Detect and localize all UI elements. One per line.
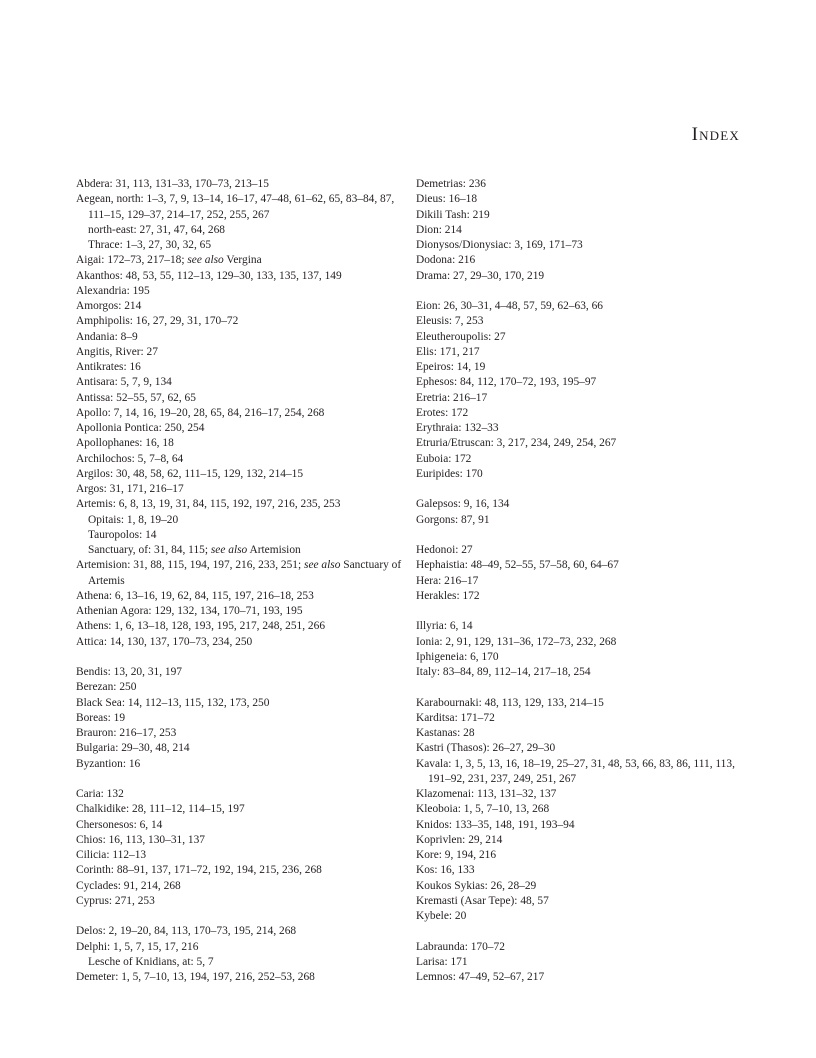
entry-text: Argilos: 30, 48, 58, 62, 111–15, 129, 132, 214–15	[76, 467, 304, 480]
index-entry	[416, 360, 742, 375]
index-entry	[76, 360, 406, 375]
entry-text: Euboia: 172	[416, 452, 472, 465]
entry-text: Apollo: 7, 14, 16, 19–20, 28, 65, 84, 216–17, 254, 268	[76, 406, 325, 419]
index-entry	[416, 833, 742, 848]
see-also-ref: see also	[210, 544, 248, 556]
index-entry	[76, 696, 406, 711]
entry-text: Black Sea: 14, 112–13, 115, 132, 173, 250	[76, 696, 270, 709]
entry-text: Hera: 216–17	[416, 574, 479, 587]
entry-text: Caria: 132	[76, 788, 124, 800]
entry-text: Cyclades: 91, 214, 268	[76, 879, 181, 892]
index-entry	[76, 177, 406, 192]
entry-text: Abdera: 31, 113, 131–33, 170–73, 213–15	[76, 178, 269, 190]
entry-text: Etruria/Etruscan: 3, 217, 234, 249, 254, 267	[416, 437, 617, 450]
index-entry	[416, 757, 742, 788]
entry-text: Galepsos: 9, 16, 134	[416, 498, 510, 511]
index-entry	[416, 345, 742, 360]
index-entry	[76, 421, 406, 436]
entry-text: Angitis, River: 27	[76, 345, 158, 358]
entry-text: Boreas: 19	[76, 711, 126, 724]
entry-text: Athena: 6, 13–16, 19, 62, 84, 115, 197, 216–18, 253	[76, 589, 314, 602]
entry-text: Brauron: 216–17, 253	[76, 727, 177, 739]
entry-text: Delphi: 1, 5, 7, 15, 17, 216	[76, 940, 199, 953]
entry-text: Labraunda: 170–72	[416, 940, 505, 953]
letter-group-gap	[416, 924, 742, 939]
index-entry	[76, 391, 406, 406]
index-entry	[76, 635, 406, 650]
entry-text: north-east: 27, 31, 47, 64, 268	[88, 223, 225, 236]
entry-text: Karabournaki: 48, 113, 129, 133, 214–15	[416, 696, 604, 709]
entry-text: Ionia: 2, 91, 129, 131–36, 172–73, 232, 268	[416, 635, 617, 648]
letter-group-gap	[416, 528, 742, 543]
index-entry	[416, 589, 742, 604]
index-entry	[416, 848, 742, 863]
letter-group-gap	[76, 909, 406, 924]
index-entry	[76, 497, 406, 512]
index-column-left	[76, 177, 406, 985]
index-entry	[76, 482, 406, 497]
letter-group-gap	[76, 772, 406, 787]
entry-text: Amphipolis: 16, 27, 29, 31, 170–72	[76, 315, 239, 328]
entry-text: Akanthos: 48, 53, 55, 112–13, 129–30, 133, 135, 137, 149	[76, 269, 342, 282]
index-entry	[76, 604, 406, 619]
letter-group-gap	[76, 650, 406, 665]
entry-text: Kore: 9, 194, 216	[416, 849, 497, 861]
index-entry	[416, 574, 742, 589]
entry-text: Koukos Sykias: 26, 28–29	[416, 879, 537, 892]
index-entry	[76, 970, 406, 985]
entry-text: Lesche of Knidians, at: 5, 7	[88, 955, 214, 968]
index-entry	[416, 940, 742, 955]
entry-text: Koprivlen: 29, 214	[416, 833, 503, 846]
entry-text: Andania: 8–9	[76, 330, 138, 343]
index-entry	[416, 314, 742, 329]
entry-text: Aigai: 172–73, 217–18;	[76, 254, 188, 267]
index-entry	[416, 330, 742, 345]
entry-text: Cilicia: 112–13	[76, 849, 147, 861]
index-entry	[76, 818, 406, 833]
entry-text: Hephaistia: 48–49, 52–55, 57–58, 60, 64–67	[416, 559, 619, 572]
index-entry	[76, 833, 406, 848]
index-entry	[416, 421, 742, 436]
entry-text: Chalkidike: 28, 111–12, 114–15, 197	[76, 803, 245, 816]
entry-text: Kastri (Thasos): 26–27, 29–30	[416, 742, 556, 755]
index-entry	[76, 436, 406, 451]
entry-text: Euripides: 170	[416, 467, 483, 480]
index-entry	[416, 375, 742, 390]
index-entry	[76, 680, 406, 695]
index-entry	[416, 436, 742, 451]
index-entry	[416, 223, 742, 238]
index-entry	[76, 314, 406, 329]
cross-reference: Sanctuary of Artemis	[88, 559, 402, 587]
entry-text: Illyria: 6, 14	[416, 620, 473, 633]
entry-text: Delos: 2, 19–20, 84, 113, 170–73, 195, 214, 268	[76, 925, 297, 938]
entry-text: Bendis: 13, 20, 31, 197	[76, 666, 182, 678]
index-entry	[416, 711, 742, 726]
index-entry	[76, 406, 406, 421]
entry-text: Eleusis: 7, 253	[416, 315, 484, 328]
entry-text: Cyprus: 271, 253	[76, 894, 155, 907]
entry-text: Byzantion: 16	[76, 757, 141, 770]
index-entry	[416, 970, 742, 985]
index-entry	[76, 940, 406, 955]
see-also-ref: see also	[304, 559, 341, 572]
see-also-ref: see also	[187, 254, 224, 267]
entry-text: Kastanas: 28	[416, 727, 475, 739]
index-entry	[416, 863, 742, 878]
entry-text: Knidos: 133–35, 148, 191, 193–94	[416, 818, 575, 831]
page-title: Index	[691, 124, 740, 145]
letter-group-gap	[416, 284, 742, 299]
entry-text: Hedonoi: 27	[416, 544, 473, 556]
index-subentry	[76, 238, 406, 253]
entry-text: Kos: 16, 133	[416, 864, 475, 877]
letter-group-gap	[416, 604, 742, 619]
index-entry	[416, 696, 742, 711]
entry-text: Chios: 16, 113, 130–31, 137	[76, 833, 205, 846]
entry-text: Larisa: 171	[416, 955, 468, 968]
index-entry	[416, 299, 742, 314]
cross-reference: Vergina	[223, 254, 262, 267]
entry-text: Dieus: 16–18	[416, 193, 478, 206]
index-entry	[416, 787, 742, 802]
index-column-right	[416, 177, 742, 985]
index-subentry	[76, 955, 406, 970]
entry-text: Artemis: 6, 8, 13, 19, 31, 84, 115, 192, 197, 216, 235, 253	[76, 498, 341, 511]
index-entry	[76, 619, 406, 634]
entry-text: Thrace: 1–3, 27, 30, 32, 65	[88, 239, 212, 251]
index-entry	[76, 330, 406, 345]
index-entry	[416, 726, 742, 741]
index-entry	[76, 879, 406, 894]
entry-text: Kremasti (Asar Tepe): 48, 57	[416, 894, 549, 907]
entry-text: Erythraia: 132–33	[416, 422, 499, 434]
index-entry	[76, 665, 406, 680]
entry-text: Archilochos: 5, 7–8, 64	[76, 452, 184, 465]
index-entry	[416, 452, 742, 467]
index-entry	[416, 513, 742, 528]
entry-text: Artemision: 31, 88, 115, 194, 197, 216, 233, 251;	[76, 559, 305, 572]
entry-text: Kleoboia: 1, 5, 7–10, 13, 268	[416, 803, 550, 816]
index-entry	[416, 818, 742, 833]
index-entry	[76, 863, 406, 878]
entry-text: Antissa: 52–55, 57, 62, 65	[76, 391, 196, 404]
entry-text: Ephesos: 84, 112, 170–72, 193, 195–97	[416, 376, 597, 389]
index-entry	[76, 192, 406, 223]
entry-text: Amorgos: 214	[76, 300, 142, 312]
index-entry	[416, 497, 742, 512]
entry-text: Chersonesos: 6, 14	[76, 818, 163, 831]
index-entry	[416, 467, 742, 482]
entry-text: Herakles: 172	[416, 589, 480, 602]
entry-text: Epeiros: 14, 19	[416, 361, 486, 373]
index-entry	[416, 238, 742, 253]
cross-reference: Artemision	[247, 544, 301, 556]
entry-text: Antikrates: 16	[76, 361, 141, 373]
index-entry	[416, 177, 742, 192]
index-entry	[76, 741, 406, 756]
entry-text: Gorgons: 87, 91	[416, 513, 490, 526]
index-entry	[76, 345, 406, 360]
entry-text: Iphigeneia: 6, 170	[416, 650, 499, 663]
index-entry	[416, 192, 742, 207]
index-entry	[416, 741, 742, 756]
index-subentry	[76, 543, 406, 558]
entry-text: Corinth: 88–91, 137, 171–72, 192, 194, 215, 236, 268	[76, 864, 322, 877]
entry-text: Athens: 1, 6, 13–18, 128, 193, 195, 217, 248, 251, 266	[76, 620, 326, 633]
index-entry	[416, 909, 742, 924]
entry-text: Attica: 14, 130, 137, 170–73, 234, 250	[76, 635, 253, 648]
entry-text: Eretria: 216–17	[416, 391, 488, 404]
entry-text: Tauropolos: 14	[88, 528, 157, 541]
entry-text: Dionysos/Dionysiac: 3, 169, 171–73	[416, 239, 583, 251]
index-entry	[416, 802, 742, 817]
index-entry	[76, 558, 406, 589]
index-entry	[416, 253, 742, 268]
entry-text: Karditsa: 171–72	[416, 711, 495, 724]
index-entry	[416, 955, 742, 970]
index-entry	[76, 269, 406, 284]
entry-text: Sanctuary, of: 31, 84, 115;	[88, 544, 211, 556]
index-entry	[76, 802, 406, 817]
index-entry	[416, 665, 742, 680]
index-entry	[76, 589, 406, 604]
entry-text: Kybele: 20	[416, 910, 467, 922]
letter-group-gap	[416, 680, 742, 695]
entry-text: Bulgaria: 29–30, 48, 214	[76, 742, 190, 755]
index-entry	[416, 558, 742, 573]
entry-text: Dodona: 216	[416, 254, 476, 267]
index-entry	[76, 284, 406, 299]
entry-text: Dion: 214	[416, 223, 462, 236]
entry-text: Athenian Agora: 129, 132, 134, 170–71, 193, 195	[76, 605, 303, 617]
index-entry	[76, 757, 406, 772]
index-entry	[76, 375, 406, 390]
index-entry	[76, 787, 406, 802]
entry-text: Opitais: 1, 8, 19–20	[88, 513, 179, 526]
index-entry	[416, 391, 742, 406]
entry-text: Dikili Tash: 219	[416, 208, 490, 221]
index-entry	[76, 711, 406, 726]
entry-text: Elis: 171, 217	[416, 345, 480, 358]
entry-text: Erotes: 172	[416, 406, 469, 419]
entry-text: Italy: 83–84, 89, 112–14, 217–18, 254	[416, 666, 591, 678]
entry-text: Apollonia Pontica: 250, 254	[76, 422, 205, 434]
entry-text: Berezan: 250	[76, 681, 137, 694]
index-entry	[76, 726, 406, 741]
index-entry	[416, 269, 742, 284]
entry-text: Drama: 27, 29–30, 170, 219	[416, 269, 545, 282]
entry-text: Eleutheroupolis: 27	[416, 330, 506, 343]
index-entry	[76, 467, 406, 482]
index-entry	[76, 452, 406, 467]
entry-text: Alexandria: 195	[76, 284, 150, 297]
entry-text: Apollophanes: 16, 18	[76, 437, 174, 450]
entry-text: Eion: 26, 30–31, 4–48, 57, 59, 62–63, 66	[416, 300, 603, 312]
index-entry	[76, 894, 406, 909]
entry-text: Argos: 31, 171, 216–17	[76, 483, 184, 495]
index-subentry	[76, 528, 406, 543]
index-entry	[76, 924, 406, 939]
index-entry	[416, 894, 742, 909]
letter-group-gap	[416, 482, 742, 497]
index-entry	[416, 879, 742, 894]
index-entry	[76, 253, 406, 268]
index-entry	[416, 619, 742, 634]
entry-text: Demeter: 1, 5, 7–10, 13, 194, 197, 216, 252–53, 268	[76, 971, 315, 983]
entry-text: Demetrias: 236	[416, 178, 486, 190]
index-entry	[416, 635, 742, 650]
index-subentry	[76, 223, 406, 238]
index-entry	[416, 650, 742, 665]
entry-text: Aegean, north: 1–3, 7, 9, 13–14, 16–17, 47–48, 61–62, 65, 83–84, 87, 111–15, 129–37, 214–17, 252, 255, 267	[76, 193, 395, 221]
index-entry	[76, 848, 406, 863]
index-entry	[416, 208, 742, 223]
entry-text: Kavala: 1, 3, 5, 13, 16, 18–19, 25–27, 31, 48, 53, 66, 83, 86, 111, 113, 191–92, 231, 237, 249, 251, 267	[416, 757, 735, 785]
entry-text: Klazomenai: 113, 131–32, 137	[416, 788, 557, 800]
index-entry	[416, 406, 742, 421]
index-entry	[76, 299, 406, 314]
entry-text: Antisara: 5, 7, 9, 134	[76, 376, 172, 389]
entry-text: Lemnos: 47–49, 52–67, 217	[416, 971, 545, 983]
index-entry	[416, 543, 742, 558]
index-subentry	[76, 513, 406, 528]
